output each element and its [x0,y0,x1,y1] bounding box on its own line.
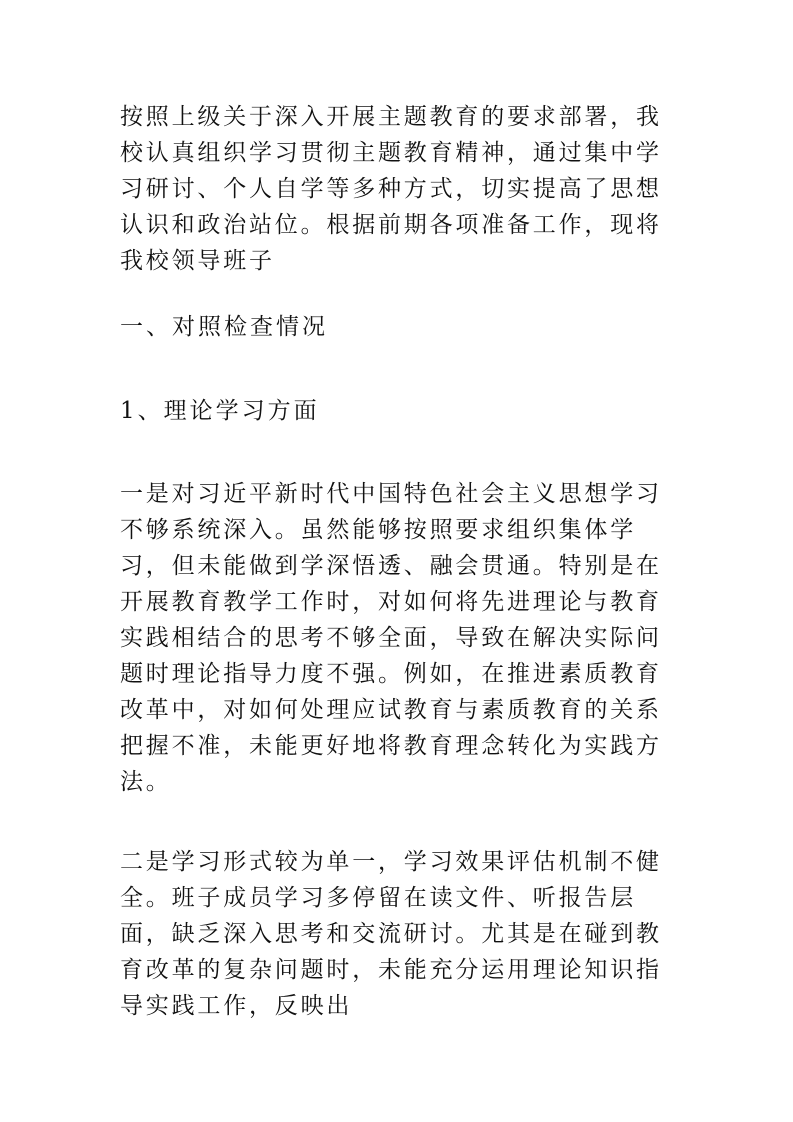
subsection-heading: 1、理论学习方面 [120,398,320,424]
section-heading: 一、对照检查情况 [120,314,328,340]
point-two-paragraph: 二是学习形式较为单一，学习效果评估机制不健全。班子成员学习多停留在读文件、听报告层面，缺乏深入思考和交流研讨。尤其是在碰到教育改革的复杂问题时，未能充分运用理论知识指导实践工作，反映出 [120,849,662,1019]
point-one-paragraph: 一是对习近平新时代中国特色社会主义思想学习不够系统深入。虽然能够按照要求组织集体学习，但未能做到学深悟透、融会贯通。特别是在开展教育教学工作时，对如何将先进理论与教育实践相结合的思考不够全面，导致在解决实际问题时理论指导力度不强。例如，在推进素质教育改革中，对如何处理应试教育与素质教育的关系把握不准，未能更好地将教育理念转化为实践方法。 [120,481,662,795]
intro-paragraph: 按照上级关于深入开展主题教育的要求部署，我校认真组织学习贯彻主题教育精神，通过集中学习研讨、个人自学等多种方式，切实提高了思想认识和政治站位。根据前期各项准备工作，现将我校领导班子 [120,104,662,274]
